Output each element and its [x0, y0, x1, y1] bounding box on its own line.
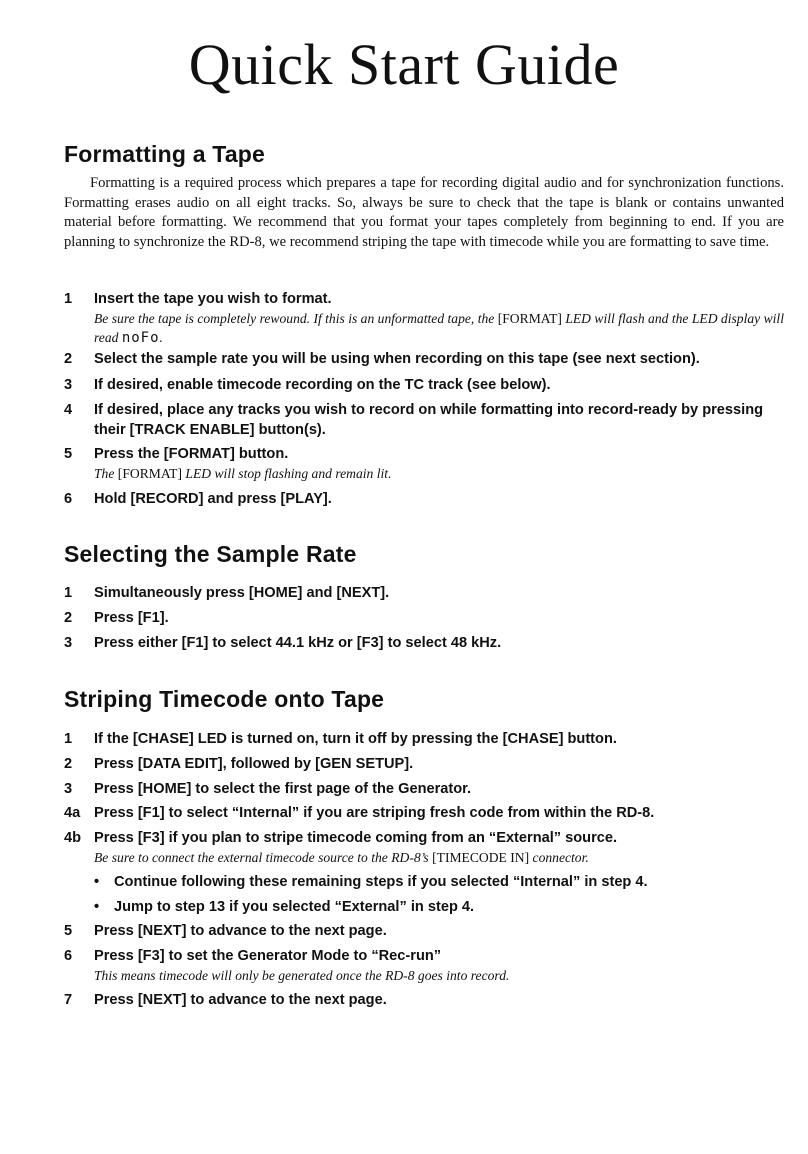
- bullet-item-internal: • Continue following these remaining steps if you selected “Internal” in step 4.: [94, 874, 648, 890]
- stripe-step-4b: [64, 828, 786, 867]
- step-text: Hold [RECORD] and press [PLAY].: [94, 491, 332, 507]
- step-number: 1: [64, 731, 73, 747]
- sample-step-2: [64, 608, 786, 628]
- step-text: Press [F1] to select “Internal” if you are striping fresh code from within the RD-8.: [94, 805, 655, 821]
- bullet-dot-icon: •: [94, 899, 100, 915]
- step-note: The [FORMAT] LED will stop flashing and remain lit.: [94, 466, 392, 481]
- format-step-4: [64, 400, 786, 440]
- stripe-step-2: [64, 754, 786, 774]
- bullet-item-external: • Jump to step 13 if you selected “External” in step 4.: [94, 899, 475, 915]
- step-number: 5: [64, 923, 73, 939]
- step-number: 5: [64, 446, 73, 462]
- section-heading-striping: Striping Timecode onto Tape: [64, 686, 385, 712]
- step-text: Press either [F1] to select 44.1 kHz or [F3] to select 48 kHz.: [94, 635, 502, 651]
- step-text: If the [CHASE] LED is turned on, turn it off by pressing the [CHASE] button.: [94, 731, 617, 747]
- stripe-step-7: [64, 990, 786, 1010]
- step-number: 4a: [64, 805, 81, 821]
- step-text: Press [HOME] to select the first page of the Generator.: [94, 781, 472, 797]
- section-heading-sample-rate: Selecting the Sample Rate: [64, 541, 357, 567]
- format-step-2: [64, 349, 786, 369]
- lcd-display-readout: noFo: [121, 330, 160, 346]
- step-number: 6: [64, 948, 73, 964]
- sample-step-3: [64, 633, 786, 653]
- step-note: Be sure to connect the external timecode source to the RD-8’s [TIMECODE IN] connector.: [94, 850, 589, 865]
- sample-step-1: [64, 583, 786, 603]
- step-note: This means timecode will only be generated once the RD-8 goes into record.: [94, 968, 510, 983]
- format-step-5: [64, 444, 786, 483]
- stripe-step-4a: [64, 803, 786, 823]
- step-text: Press [F1].: [94, 610, 169, 626]
- step-number: 4: [64, 402, 73, 418]
- step-number: 3: [64, 377, 73, 393]
- section-heading-formatting: Formatting a Tape: [64, 141, 266, 167]
- intro-paragraph: Formatting is a required process which prepares a tape for recording digital audio and for synchronization functions. Formatting erases audio on all eight tracks. So, always be sure to check that the tape is blank or contains unwanted material before formatting. We recommend that you format your tapes completely from beginning to end. If you are planning to synchronize the RD-8, we recommend striping the tape with timecode while you are formatting to save time.: [64, 175, 784, 250]
- stripe-step-5: [64, 921, 786, 941]
- format-step-6: [64, 489, 786, 509]
- step-number: 1: [64, 291, 73, 307]
- step-note: Be sure the tape is completely rewound. If this is an unformatted tape, the [FORMAT] LED will flash and the LED display will read noFo.: [94, 311, 784, 346]
- step-text: Press [DATA EDIT], followed by [GEN SETUP].: [94, 756, 414, 772]
- step-number: 2: [64, 351, 73, 367]
- step-number: 3: [64, 781, 73, 797]
- step-text: Simultaneously press [HOME] and [NEXT].: [94, 585, 390, 601]
- step-text: Insert the tape you wish to format.: [94, 291, 332, 307]
- step-text: Press [F3] if you plan to stripe timecode coming from an “External” source.: [94, 830, 618, 846]
- step-number: 6: [64, 491, 73, 507]
- bullet-dot-icon: •: [94, 874, 100, 890]
- step-text: Press [NEXT] to advance to the next page.: [94, 923, 387, 939]
- step-number: 7: [64, 992, 73, 1008]
- step-text: Select the sample rate you will be using when recording on this tape (see next section).: [94, 351, 700, 367]
- stripe-step-3: [64, 779, 786, 799]
- stripe-step-6: [64, 946, 786, 985]
- step-text: Press [F3] to set the Generator Mode to “Rec-run”: [94, 948, 442, 964]
- step-number: 3: [64, 635, 73, 651]
- step-text: Press the [FORMAT] button.: [94, 446, 289, 462]
- step-text: If desired, place any tracks you wish to record on while formatting into record-ready by pressing their [TRACK ENABLE] button(s).: [94, 402, 764, 438]
- stripe-step-1: [64, 729, 786, 749]
- step-text: Press [NEXT] to advance to the next page.: [94, 992, 387, 1008]
- format-step-3: [64, 375, 786, 395]
- step-number: 1: [64, 585, 73, 601]
- step-number: 4b: [64, 830, 82, 846]
- step-number: 2: [64, 756, 73, 772]
- format-step-1: [64, 289, 786, 348]
- page-title: Quick Start Guide: [188, 32, 620, 97]
- step-text: If desired, enable timecode recording on the TC track (see below).: [94, 377, 551, 393]
- step-number: 2: [64, 610, 73, 626]
